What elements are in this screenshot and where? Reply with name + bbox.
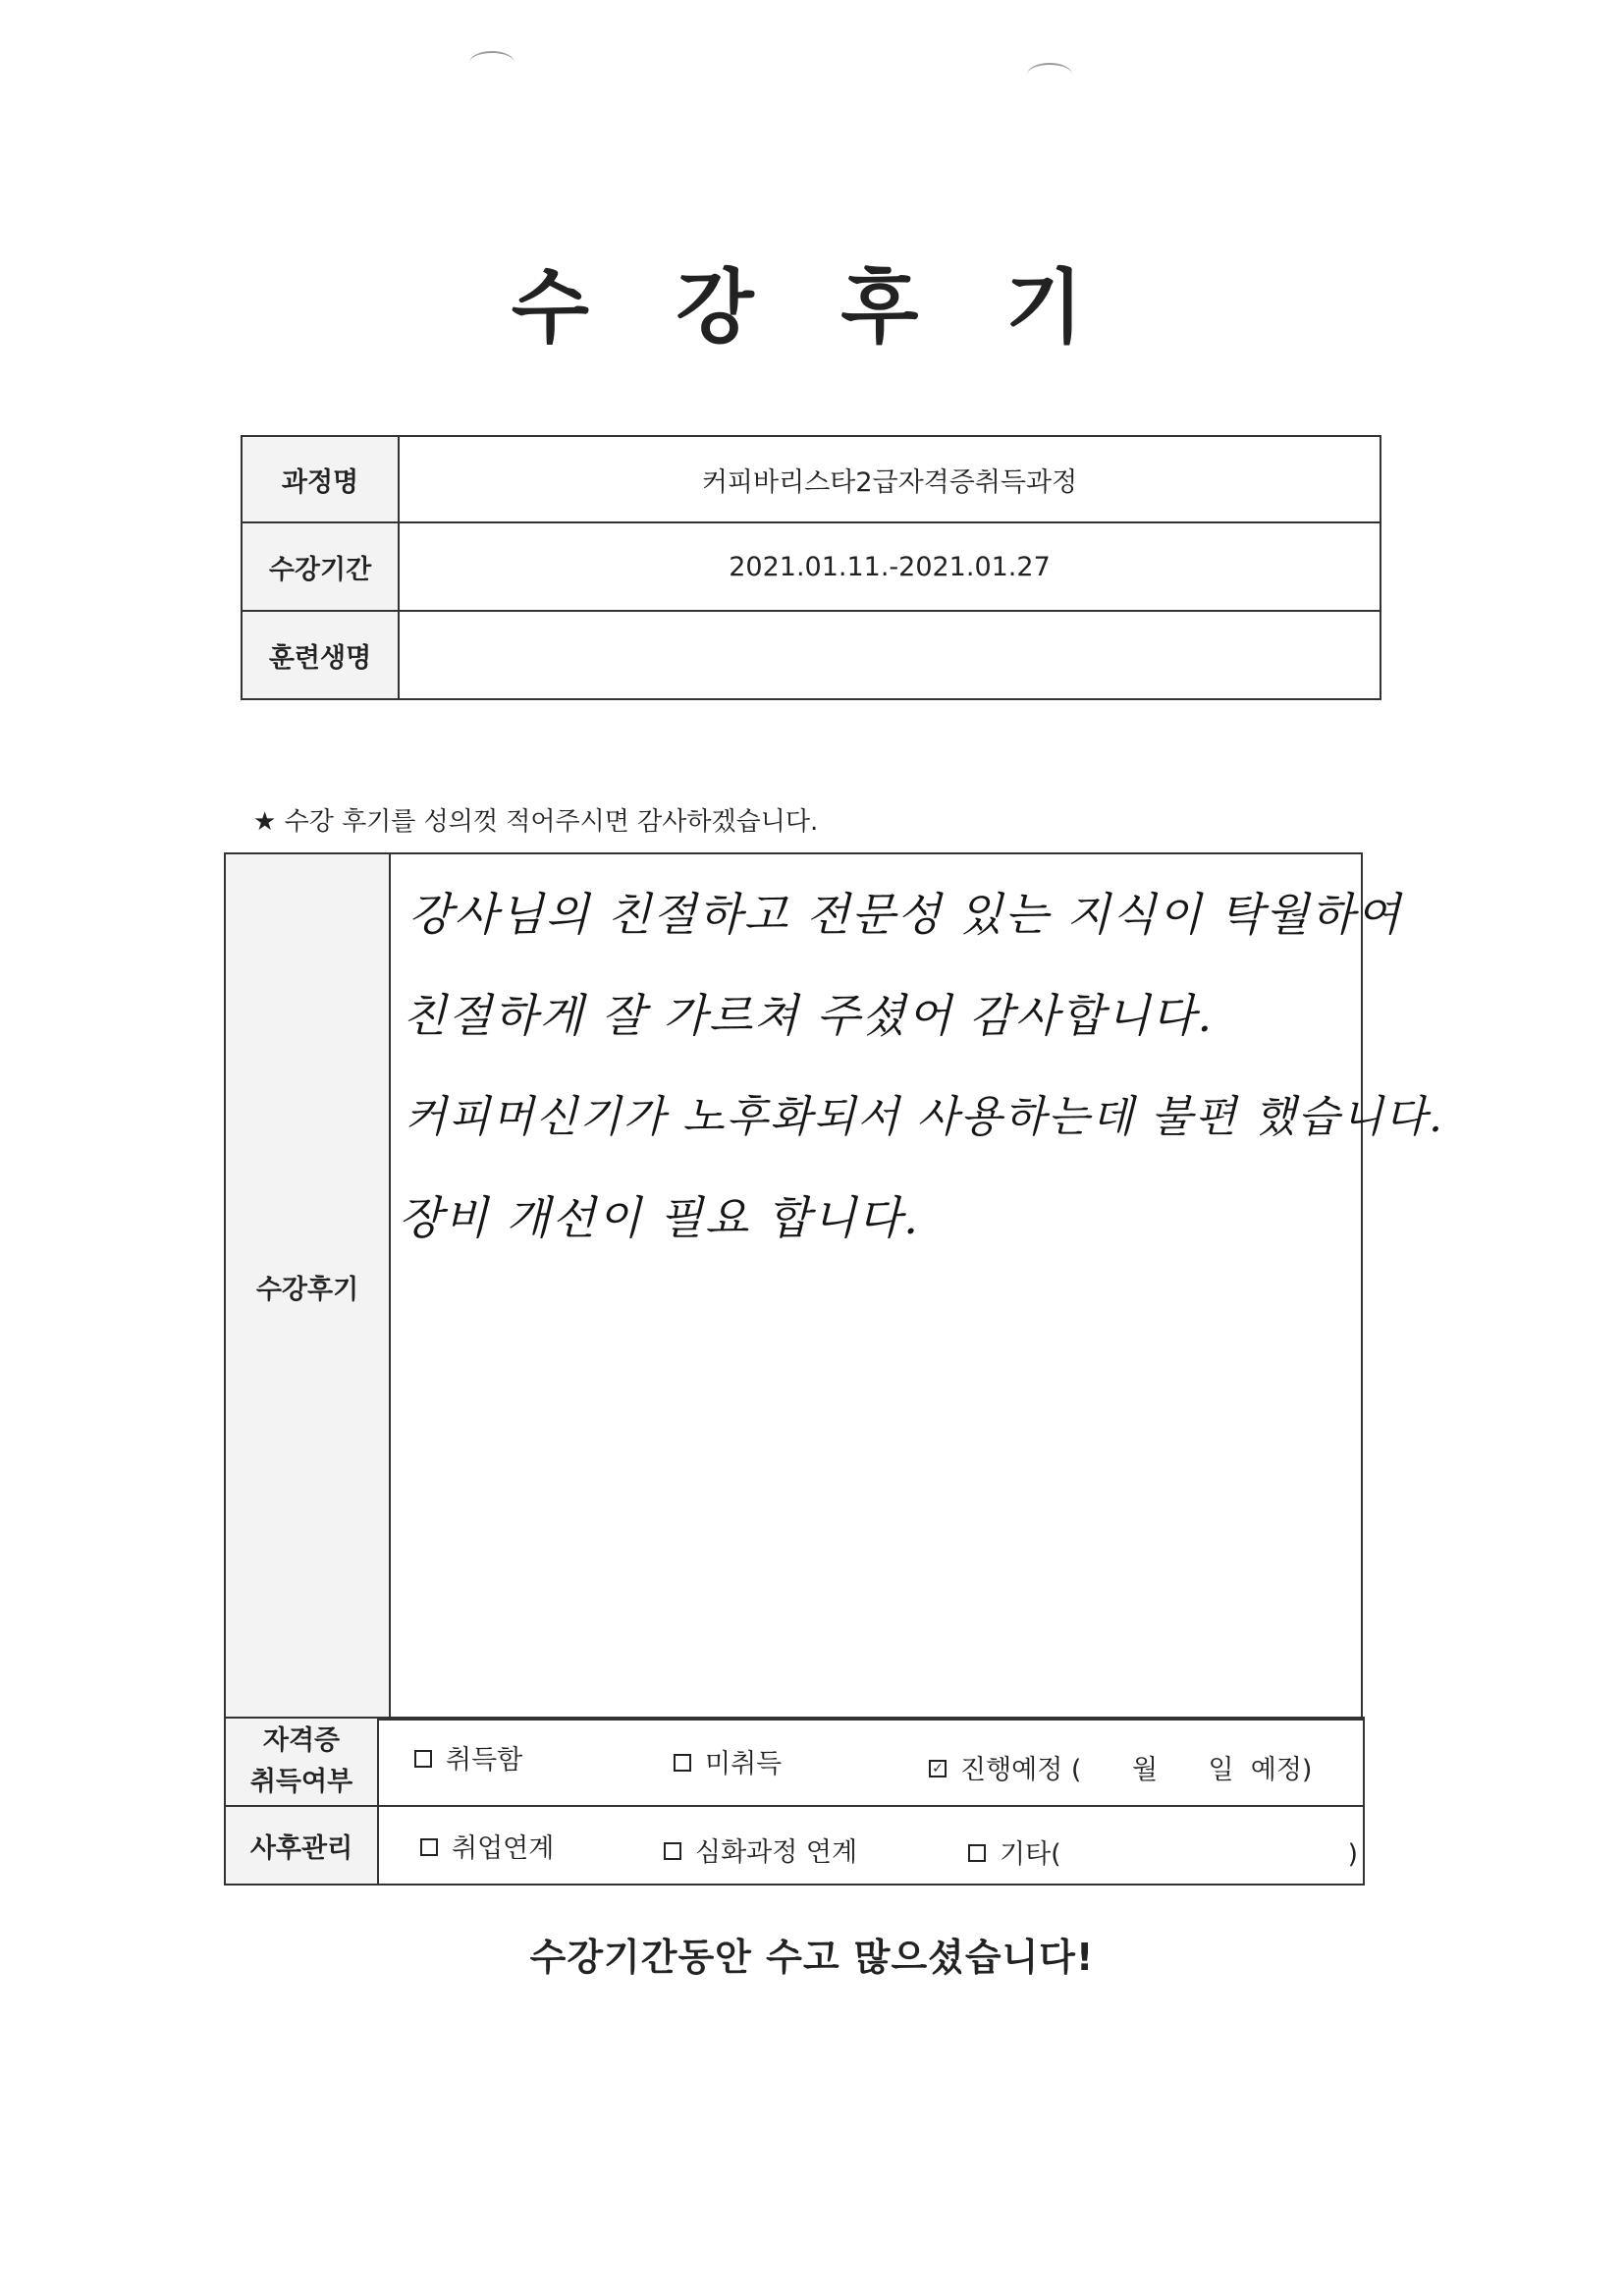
certification-label-line1: 자격증 [262,1725,341,1756]
review-line: 장비 개선이 필요 합니다. [399,1191,920,1244]
aftercare-label: 사후관리 [225,1806,378,1885]
checkbox[interactable] [968,1844,986,1862]
review-label: 수강후기 [225,853,390,1720]
punch-hole-left [469,51,514,75]
certification-label [225,1718,378,1806]
certification-options [378,1718,1364,1806]
option-in-progress[interactable] [929,1748,1312,1786]
document-title: 수 강 후 기 [511,261,1113,355]
review-line: 커피머신기가 노후화되서 사용하는데 불편 했습니다. [405,1092,1445,1142]
checkbox[interactable] [674,1754,691,1772]
checkbox[interactable] [664,1842,681,1860]
status-table [224,1717,1365,1886]
option-label: 미취득 [705,1749,783,1779]
review-line: 친절하게 잘 가르쳐 주셨어 감사합니다. [403,989,1215,1042]
option-advanced-course[interactable] [664,1831,857,1869]
option-label: 심화과정 연계 [695,1837,858,1868]
certification-label-line2: 취득여부 [249,1767,353,1797]
period-label: 수강기간 [242,522,399,611]
option-employment-link[interactable] [420,1827,554,1865]
footer-message: 수강기간동안 수고 많으셨습니다! [529,1936,1095,1979]
instruction-text: ★ 수강 후기를 성의껏 적어주시면 감사하겠습니다. [253,807,819,837]
review-content[interactable] [390,853,1445,1720]
option-other[interactable] [968,1832,1358,1871]
handwritten-review [399,864,1445,1269]
option-label: 취득함 [446,1745,523,1776]
option-acquired[interactable] [414,1738,522,1777]
checkbox[interactable] [420,1838,438,1856]
checkbox[interactable] [414,1750,432,1768]
checkbox-checked[interactable]: ✓ [929,1760,947,1777]
course-value: 커피바리스타2급자격증취득과정 [399,436,1380,522]
course-label: 과정명 [242,436,399,522]
punch-hole-right [1027,63,1072,86]
option-not-acquired[interactable] [674,1742,782,1780]
option-label: 진행예정 ( 월 일 예정) [960,1755,1313,1785]
trainee-value[interactable] [399,611,1380,699]
trainee-label: 훈련생명 [242,611,399,699]
review-line: 강사님의 친절하고 전문성 있는 지식이 탁월하여 [408,888,1402,941]
option-label: 기타( ) [1000,1839,1359,1870]
review-table [224,852,1445,1721]
aftercare-options [378,1806,1364,1885]
period-value: 2021.01.11.-2021.01.27 [399,522,1380,611]
info-table [241,435,1381,700]
option-label: 취업연계 [452,1833,555,1864]
